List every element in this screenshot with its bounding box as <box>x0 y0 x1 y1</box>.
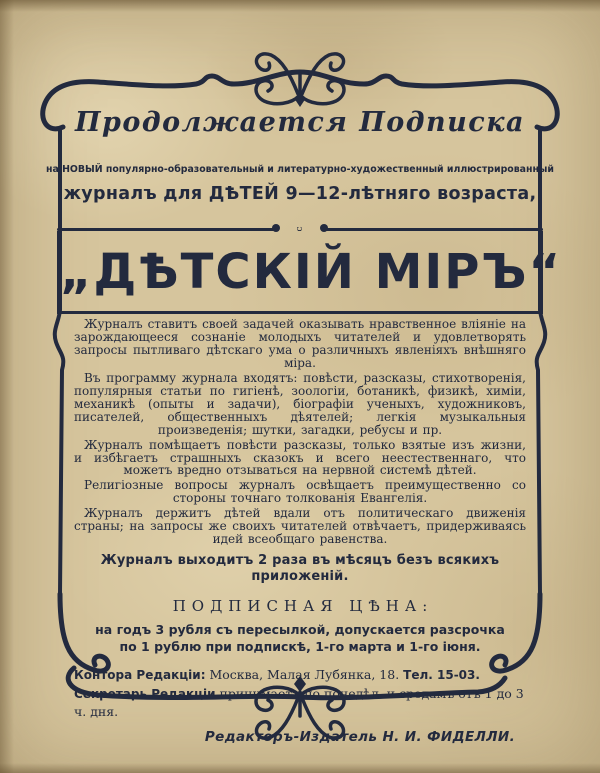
magazine-title: „ДѢТСКІЙ МІРЪ“ <box>60 244 563 300</box>
frequency-line: Журналъ выходитъ 2 раза въ мѣсяцъ безъ всякихъ приложеній. <box>100 553 500 584</box>
office-address: Москва, Малая Лубянка, 18. <box>205 666 404 682</box>
frame-rule-right <box>323 228 543 231</box>
magazine-description-line: на НОВЫЙ популярно-образовательный и литературно-художественный иллюстрированный <box>46 164 554 175</box>
printers-mark: с <box>295 226 305 232</box>
contacts-block <box>74 666 526 722</box>
subscription-headline: Продолжается Подписка <box>74 107 526 138</box>
magazine-title-frame <box>57 226 563 314</box>
secretary-hours: принимаетъ по понедѣл. и средамъ отъ 1 до 3 ч. дня. <box>74 685 524 720</box>
secretary-line <box>74 685 526 723</box>
paragraph-mission: Журналъ ставитъ своей задачей оказывать нравственное вліяніе на зарождающееся сознаніе молодыхъ читателей и удовлетворять запросы пытливаго дѣтскаго ума о различныхъ явленіяхъ внѣшняго міра. <box>74 317 526 370</box>
paper-edge-shadow-bottom <box>0 763 600 773</box>
secretary-label: Секретарь Редакціи <box>74 686 216 701</box>
paragraph-programme: Въ программу журнала входятъ: повѣсти, разсказы, стихотворенія, популярныя статьи по гигіенѣ, зоологіи, ботаникѣ, физикѣ, химіи, механикѣ (опыты и задачи), біографіи ученыхъ, художниковъ, писателей, общественныхъ дѣятелей; легкія музыкальныя произведенія; шутки, загадки, ребусы и пр. <box>74 370 526 437</box>
paper-edge-shadow-top <box>0 0 600 12</box>
editor-publisher-line: Редакторъ-Издатель Н. И. ФИДЕЛЛИ. <box>204 729 516 746</box>
office-line <box>74 666 526 685</box>
paragraph-religion: Религіозные вопросы журналъ освѣщаетъ преимущественно со стороны точнаго толкованія Евангелія. <box>84 478 526 506</box>
paragraph-stories: Журналъ помѣщаетъ повѣсти разсказы, только взятые изъ жизни, и избѣгаетъ страшныхъ сказокъ и всего неестественнаго, что можетъ вредно отзываться на нервной системѣ дѣтей. <box>74 437 526 478</box>
text-column <box>74 318 526 745</box>
audience-line: журналъ для ДѢТЕЙ 9—12-лѣтняго возраста, <box>63 184 537 204</box>
paper-edge-shadow-left <box>0 0 14 773</box>
subscription-terms: на годъ 3 рубля съ пересылкой, допускается разсрочка по 1 рублю при подпискѣ, 1-го марта и 1-го іюня. <box>95 622 505 654</box>
office-phone: Тел. 15-03. <box>403 667 480 682</box>
paragraph-politics: Журналъ держитъ дѣтей вдали отъ политическаго движенія страны; на запросы же своихъ читателей отвѣчаетъ, придерживаясь идей всеобщаго равенства. <box>74 506 526 547</box>
frame-rule-left <box>57 228 277 231</box>
subscription-price-heading: ПОДПИСНАЯ ЦѢНА: <box>172 597 434 616</box>
top-flourish <box>256 54 344 107</box>
office-label: Контора Редакціи: <box>74 667 206 682</box>
